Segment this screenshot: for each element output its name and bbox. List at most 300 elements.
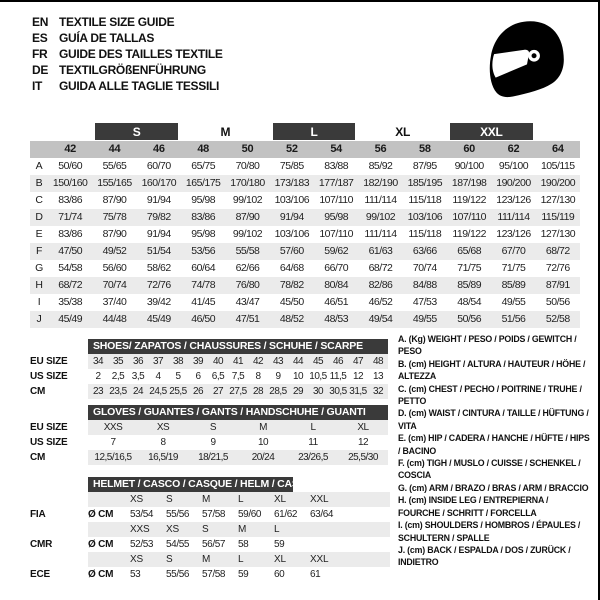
helmet-value-cell: 59/60 bbox=[238, 509, 262, 520]
measure-row-A bbox=[30, 158, 580, 175]
size-number: 42 bbox=[64, 143, 76, 155]
helmet-value-cell: 58 bbox=[238, 539, 249, 550]
size-cell: 6 bbox=[195, 371, 201, 382]
measure-cell: 75/85 bbox=[279, 160, 304, 172]
measure-cell: 60/64 bbox=[191, 262, 216, 274]
size-group-XXL: XXL bbox=[450, 123, 533, 140]
size-cell: M bbox=[259, 422, 267, 433]
size-cell: 23 bbox=[92, 386, 104, 397]
measure-cell: 44/48 bbox=[102, 313, 127, 325]
helmet-table-title: HELMET / CASCO / CASQUE / HELM / CASCO bbox=[88, 477, 293, 492]
measure-cell: 170/180 bbox=[230, 177, 265, 189]
measure-cell: 51/56 bbox=[501, 313, 526, 325]
measure-cell: 76/80 bbox=[235, 279, 260, 291]
measure-cell: 48/53 bbox=[324, 313, 349, 325]
size-cell: 26 bbox=[192, 386, 204, 397]
size-cell: XXS bbox=[103, 422, 123, 433]
measure-cell: 49/55 bbox=[501, 296, 526, 308]
shoes-row bbox=[30, 354, 390, 369]
size-cell: 41 bbox=[232, 356, 244, 367]
size-group-M: M bbox=[220, 124, 231, 139]
measure-cell: 47/53 bbox=[412, 296, 437, 308]
diameter-unit-label: Ø CM bbox=[88, 539, 114, 550]
measure-cell: 127/130 bbox=[540, 194, 576, 206]
size-groups-row bbox=[30, 122, 580, 141]
size-cell: 12,5/16,5 bbox=[94, 452, 132, 463]
size-cell: 46 bbox=[332, 356, 344, 367]
size-group-XL: XL bbox=[395, 124, 411, 139]
measure-cell: 60/70 bbox=[146, 160, 171, 172]
helmet-value-cell: 57/58 bbox=[202, 509, 226, 520]
measure-cell: 41/45 bbox=[191, 296, 216, 308]
legend-item: A. (Kg) WEIGHT / PESO / POIDS / GEWITCH / PESO bbox=[398, 334, 577, 357]
language-header bbox=[32, 14, 223, 94]
measure-cell: 49/52 bbox=[102, 245, 127, 257]
measure-cell: 190/200 bbox=[540, 177, 576, 189]
measure-cell: 59/62 bbox=[324, 245, 349, 257]
measure-cell: 67/70 bbox=[501, 245, 526, 257]
size-cell: 13 bbox=[372, 371, 384, 382]
measure-row-B bbox=[30, 175, 580, 192]
measure-cell: 70/80 bbox=[235, 160, 260, 172]
measure-cell: 80/84 bbox=[324, 279, 349, 291]
helmet-size-cell: XXL bbox=[310, 494, 329, 505]
measure-cell: 173/183 bbox=[274, 177, 310, 189]
measure-cell: 50/60 bbox=[58, 160, 83, 172]
size-cell: 23,5 bbox=[109, 386, 127, 397]
helmet-icon bbox=[480, 14, 574, 110]
measure-cell: 74/78 bbox=[191, 279, 216, 291]
measure-cell: 177/187 bbox=[318, 177, 354, 189]
helmet-value-cell: 52/53 bbox=[130, 539, 154, 550]
size-cell: 28,5 bbox=[269, 386, 287, 397]
helmet-value-cell: 54/55 bbox=[166, 539, 190, 550]
measure-row-label: A bbox=[35, 160, 43, 172]
measure-cell: 78/82 bbox=[279, 279, 304, 291]
size-cell: 12 bbox=[352, 371, 364, 382]
measure-cell: 111/114 bbox=[497, 211, 530, 223]
helmet-size-cell: XS bbox=[130, 494, 143, 505]
measure-row-label: I bbox=[37, 296, 41, 308]
measure-cell: 111/114 bbox=[364, 194, 397, 206]
size-cell: 42 bbox=[252, 356, 264, 367]
language-code: EN bbox=[32, 15, 49, 29]
measure-cell: 182/190 bbox=[363, 177, 398, 189]
row-cells bbox=[88, 435, 388, 450]
racing-helmet-icon bbox=[480, 14, 574, 110]
standard-label: FIA bbox=[30, 509, 46, 520]
size-number: 58 bbox=[419, 143, 431, 155]
size-number: 48 bbox=[197, 143, 209, 155]
diameter-unit-label: Ø CM bbox=[88, 509, 114, 520]
language-code: IT bbox=[32, 79, 43, 93]
measure-cell: 123/126 bbox=[496, 228, 531, 240]
size-number: 64 bbox=[552, 143, 564, 155]
helmet-size-cell: XXS bbox=[130, 524, 150, 535]
measure-cell: 66/70 bbox=[324, 262, 349, 274]
measure-row-label: F bbox=[35, 245, 43, 257]
size-cell: 8 bbox=[160, 437, 166, 448]
size-cell: 10 bbox=[257, 437, 269, 448]
language-row bbox=[32, 62, 223, 78]
measure-cell: 83/86 bbox=[58, 228, 83, 240]
helmet-values-row bbox=[30, 537, 390, 552]
size-number: 46 bbox=[153, 143, 165, 155]
helmet-value-cell: 61/62 bbox=[274, 509, 298, 520]
helmet-size-cell: L bbox=[238, 494, 244, 505]
measure-cell: 46/52 bbox=[368, 296, 393, 308]
measure-cell: 85/92 bbox=[368, 160, 393, 172]
size-cell: 8 bbox=[255, 371, 261, 382]
shoes-row bbox=[30, 369, 390, 384]
measure-cell: 45/49 bbox=[58, 313, 83, 325]
row-label: CM bbox=[30, 452, 46, 463]
measure-cell: 185/195 bbox=[407, 177, 443, 189]
size-cell: 47 bbox=[352, 356, 364, 367]
size-cell: 30,5 bbox=[329, 386, 347, 397]
standard-label: ECE bbox=[30, 569, 50, 580]
helmet-sizes-row bbox=[88, 552, 390, 567]
helmet-sizes-spacer bbox=[88, 492, 128, 507]
measure-cell: 68/72 bbox=[545, 245, 570, 257]
size-cell: 29 bbox=[292, 386, 304, 397]
measure-cell: 105/115 bbox=[540, 160, 575, 172]
size-group-L: L bbox=[273, 123, 356, 140]
measure-cell: 107/110 bbox=[452, 211, 486, 223]
measure-cell: 52/58 bbox=[545, 313, 570, 325]
language-title: GUIDA ALLE TAGLIE TESSILI bbox=[59, 79, 220, 93]
helmet-size-cell: L bbox=[238, 554, 244, 565]
size-cell: 48 bbox=[372, 356, 384, 367]
size-cell: 9 bbox=[210, 437, 216, 448]
measure-cell: 71/75 bbox=[501, 262, 526, 274]
size-cell: 7 bbox=[110, 437, 116, 448]
size-cell: 5 bbox=[175, 371, 181, 382]
size-number: 60 bbox=[463, 143, 475, 155]
row-label: EU SIZE bbox=[30, 356, 68, 367]
shoes-row bbox=[30, 384, 390, 399]
measure-row-C bbox=[30, 192, 580, 209]
size-cell: 20/24 bbox=[251, 452, 275, 463]
size-group-S: S bbox=[95, 123, 178, 140]
shoes-table bbox=[30, 339, 390, 399]
legend-item: C. (cm) CHEST / PECHO / POITRINE / TRUHE / PETTO bbox=[398, 383, 582, 407]
size-cell: 23/26,5 bbox=[298, 452, 328, 463]
measure-cell: 63/66 bbox=[412, 245, 437, 257]
measure-cell: 72/76 bbox=[545, 262, 570, 274]
measure-row-label: H bbox=[35, 279, 43, 291]
size-cell: 25,5/30 bbox=[348, 452, 378, 463]
measure-cell: 107/110 bbox=[319, 228, 353, 240]
measure-cell: 51/54 bbox=[146, 245, 171, 257]
measure-cell: 48/52 bbox=[279, 313, 304, 325]
helmet-size-cell bbox=[308, 522, 344, 537]
gloves-table-title: GLOVES / GUANTES / GANTS / HANDSCHUHE / GUANTI bbox=[88, 405, 388, 420]
measure-cell: 115/118 bbox=[408, 194, 442, 206]
size-cell: 34 bbox=[92, 356, 104, 367]
size-number: 52 bbox=[286, 143, 298, 155]
measure-cell: 83/86 bbox=[58, 194, 83, 206]
size-cell: 2 bbox=[95, 371, 101, 382]
helmet-sizes-spacer bbox=[88, 522, 128, 537]
measure-cell: 70/74 bbox=[412, 262, 437, 274]
size-group-spacer bbox=[30, 122, 92, 141]
measure-cell: 50/56 bbox=[545, 296, 570, 308]
language-code: DE bbox=[32, 63, 49, 77]
measure-cell: 58/62 bbox=[146, 262, 171, 274]
row-cells bbox=[88, 420, 388, 435]
measure-cell: 47/51 bbox=[235, 313, 260, 325]
gloves-row bbox=[30, 420, 390, 435]
row-label: US SIZE bbox=[30, 371, 68, 382]
measure-cell: 49/54 bbox=[368, 313, 393, 325]
measure-cell: 72/76 bbox=[146, 279, 171, 291]
size-cell: 10 bbox=[292, 371, 304, 382]
measure-cell: 95/98 bbox=[191, 194, 216, 206]
measure-row-H bbox=[30, 277, 580, 294]
measure-cell: 127/130 bbox=[540, 228, 576, 240]
helmet-value-cell: 61 bbox=[310, 569, 321, 580]
measure-cell: 160/170 bbox=[141, 177, 177, 189]
measure-row-label: B bbox=[35, 177, 43, 189]
measure-cell: 49/55 bbox=[412, 313, 437, 325]
size-cell: 25,5 bbox=[169, 386, 187, 397]
measure-cell: 83/86 bbox=[191, 211, 216, 223]
language-title: TEXTILGRÖßENFÜHRUNG bbox=[59, 63, 206, 77]
gloves-table bbox=[30, 405, 390, 465]
size-cell: 6,5 bbox=[211, 371, 225, 382]
helmet-size-cell: XXL bbox=[310, 554, 329, 565]
measure-cell: 61/63 bbox=[368, 245, 393, 257]
helmet-sizes-row bbox=[88, 492, 390, 507]
size-numbers-row bbox=[30, 141, 580, 158]
measure-cell: 115/119 bbox=[541, 211, 575, 223]
gloves-row bbox=[30, 450, 390, 465]
legend-item: J. (cm) BACK / ESPALDA / DOS / ZURÜCK / INDIETRO bbox=[398, 544, 571, 568]
measure-cell: 37/40 bbox=[102, 296, 127, 308]
helmet-value-cell: 55/56 bbox=[166, 569, 190, 580]
measure-cell: 87/91 bbox=[545, 279, 570, 291]
row-cells bbox=[88, 354, 388, 369]
size-number: 56 bbox=[374, 143, 387, 155]
helmet-table-body bbox=[30, 492, 390, 582]
measure-cell: 53/56 bbox=[191, 245, 216, 257]
measure-cell: 187/198 bbox=[451, 177, 487, 189]
size-cell: XL bbox=[357, 422, 369, 433]
measure-cell: 75/78 bbox=[102, 211, 127, 223]
size-cell: 27 bbox=[212, 386, 224, 397]
helmet-values-row bbox=[30, 507, 390, 522]
measure-row-G bbox=[30, 260, 580, 277]
legend-item: F. (cm) TIGH / MUSLO / CUISSE / SCHENKEL / COSCIA bbox=[398, 458, 581, 481]
size-cell: 11,5 bbox=[329, 371, 347, 382]
measure-cell: 50/56 bbox=[457, 313, 482, 325]
measure-cell: 119/122 bbox=[452, 194, 486, 206]
measure-cell: 55/58 bbox=[235, 245, 260, 257]
measure-cell: 103/106 bbox=[274, 194, 310, 206]
size-cell: 9 bbox=[275, 371, 281, 382]
measure-cell: 87/90 bbox=[235, 211, 260, 223]
measure-cell: 95/98 bbox=[324, 211, 349, 223]
measure-cell: 54/58 bbox=[58, 262, 83, 274]
language-title: GUÍA DE TALLAS bbox=[59, 31, 155, 45]
size-cell: 27,5 bbox=[229, 386, 247, 397]
legend-item: D. (cm) WAIST / CINTURA / TAILLE / HÜFTUNG / VITA bbox=[398, 408, 589, 431]
measure-cell: 64/68 bbox=[279, 262, 304, 274]
language-row bbox=[32, 78, 223, 94]
size-group-spacer bbox=[536, 122, 580, 141]
measure-cell: 71/75 bbox=[457, 262, 482, 274]
size-cell: 32 bbox=[372, 386, 384, 397]
measure-cell: 87/90 bbox=[102, 228, 127, 240]
measure-cell: 155/165 bbox=[97, 177, 132, 189]
measure-cell: 47/50 bbox=[58, 245, 83, 257]
size-cell: 37 bbox=[152, 356, 164, 367]
helmet-value-cell: 59 bbox=[238, 569, 249, 580]
language-code: FR bbox=[32, 47, 48, 61]
size-number: 54 bbox=[330, 143, 342, 155]
measure-row-label: C bbox=[35, 194, 43, 206]
size-cell: 3,5 bbox=[131, 371, 145, 382]
language-code: ES bbox=[32, 31, 48, 45]
helmet-size-cell: XL bbox=[274, 554, 286, 565]
measure-cell: 165/175 bbox=[185, 177, 221, 189]
measure-cell: 190/200 bbox=[496, 177, 531, 189]
shoes-table-title: SHOES/ ZAPATOS / CHAUSSURES / SCHUHE / SCARPE bbox=[88, 339, 388, 354]
measure-cell: 65/75 bbox=[191, 160, 216, 172]
measure-cell: 39/42 bbox=[146, 296, 171, 308]
measure-cell: 55/65 bbox=[102, 160, 127, 172]
size-cell: 10,5 bbox=[309, 371, 327, 382]
helmet-sizes-row bbox=[88, 522, 390, 537]
helmet-size-cell: XL bbox=[274, 494, 286, 505]
helmet-value-cell: 56/57 bbox=[202, 539, 226, 550]
measure-cell: 85/89 bbox=[457, 279, 482, 291]
size-cell: 38 bbox=[172, 356, 184, 367]
helmet-size-cell: M bbox=[202, 554, 211, 565]
language-row bbox=[32, 14, 223, 30]
helmet-size-cell: S bbox=[202, 524, 209, 535]
helmet-value-cell: 59 bbox=[274, 539, 285, 550]
measure-cell: 150/160 bbox=[52, 177, 88, 189]
legend-item: G. (cm) ARM / BRAZO / BRAS / ARM / BRACCIO bbox=[398, 482, 589, 493]
legend-item: E. (cm) HIP / CADERA / HANCHE / HÜFTE / HIPS / BACINO bbox=[398, 433, 590, 456]
row-cells bbox=[88, 369, 388, 384]
size-cell: 44 bbox=[292, 356, 304, 367]
measure-cell: 65/68 bbox=[457, 245, 482, 257]
measure-cell: 103/106 bbox=[407, 211, 443, 223]
measure-cell: 111/114 bbox=[364, 228, 397, 240]
gloves-row bbox=[30, 435, 390, 450]
measure-cell: 115/118 bbox=[408, 228, 442, 240]
helmet-size-cell: L bbox=[274, 524, 280, 535]
gloves-table-body bbox=[30, 420, 390, 465]
size-cell: 39 bbox=[192, 356, 204, 367]
helmet-sizes-spacer bbox=[88, 552, 128, 567]
size-cell: L bbox=[310, 422, 316, 433]
size-cell: 11 bbox=[308, 437, 318, 448]
main-size-table-body bbox=[30, 158, 580, 328]
measure-cell: 57/60 bbox=[279, 245, 304, 257]
helmet-size-cell: XS bbox=[166, 524, 179, 535]
helmet-size-cell: S bbox=[166, 494, 173, 505]
legend-item: I. (cm) SHOULDERS / HOMBROS / ÉPAULES / SCHULTERN / SPALLE bbox=[398, 520, 581, 543]
helmet-table bbox=[30, 477, 390, 582]
size-cell: 31,5 bbox=[349, 386, 367, 397]
measure-row-label: G bbox=[35, 262, 43, 274]
size-cell: 12 bbox=[357, 437, 369, 448]
measure-cell: 107/110 bbox=[319, 194, 353, 206]
measure-cell: 95/100 bbox=[498, 160, 529, 172]
measure-cell: 83/88 bbox=[324, 160, 349, 172]
measure-cell: 91/94 bbox=[279, 211, 304, 223]
measure-row-I bbox=[30, 294, 580, 311]
measure-row-F bbox=[30, 243, 580, 260]
main-size-table bbox=[30, 122, 580, 328]
measure-row-D bbox=[30, 209, 580, 226]
measure-cell: 87/90 bbox=[102, 194, 127, 206]
measure-cell: 119/122 bbox=[452, 228, 486, 240]
helmet-value-cell: 63/64 bbox=[310, 509, 334, 520]
measure-row-E bbox=[30, 226, 580, 243]
helmet-value-cell: 60 bbox=[274, 569, 285, 580]
measure-cell: 103/106 bbox=[274, 228, 310, 240]
measurement-legend bbox=[398, 333, 592, 569]
size-cell: 43 bbox=[272, 356, 284, 367]
measure-cell: 95/98 bbox=[191, 228, 216, 240]
size-cell: 16,5/19 bbox=[148, 452, 178, 463]
size-number: 50 bbox=[241, 143, 254, 155]
row-label: US SIZE bbox=[30, 437, 68, 448]
helmet-value-cell: 57/58 bbox=[202, 569, 226, 580]
row-cells bbox=[88, 450, 388, 465]
size-number: 62 bbox=[507, 143, 520, 155]
measure-row-label: J bbox=[36, 313, 42, 325]
row-cells bbox=[88, 384, 388, 399]
shoes-table-body bbox=[30, 354, 390, 399]
measure-cell: 84/88 bbox=[412, 279, 437, 291]
size-cell: 35 bbox=[112, 356, 124, 367]
size-cell: 18/21,5 bbox=[198, 452, 228, 463]
measure-cell: 62/66 bbox=[235, 262, 260, 274]
measure-cell: 35/38 bbox=[58, 296, 83, 308]
measure-cell: 68/72 bbox=[368, 262, 393, 274]
measure-cell: 90/100 bbox=[454, 160, 484, 172]
size-cell: 30 bbox=[312, 386, 324, 397]
measure-cell: 48/54 bbox=[457, 296, 482, 308]
measure-cell: 79/82 bbox=[146, 211, 171, 223]
language-row bbox=[32, 30, 223, 46]
size-cell: 24,5 bbox=[149, 386, 167, 397]
helmet-value-cell bbox=[308, 537, 344, 552]
measure-cell: 71/74 bbox=[58, 211, 83, 223]
language-title: TEXTILE SIZE GUIDE bbox=[59, 15, 175, 29]
helmet-size-cell: M bbox=[202, 494, 211, 505]
helmet-size-cell: M bbox=[238, 524, 247, 535]
helmet-value-cell: 53 bbox=[130, 569, 141, 580]
measure-cell: 99/102 bbox=[365, 211, 396, 223]
size-cell: 4 bbox=[155, 371, 161, 382]
measure-cell: 91/94 bbox=[146, 194, 171, 206]
size-cell: 24 bbox=[132, 386, 144, 397]
measure-row-J bbox=[30, 311, 580, 328]
size-cell: 28 bbox=[252, 386, 264, 397]
language-row bbox=[32, 46, 223, 62]
size-cell: 45 bbox=[312, 356, 324, 367]
legend-item: B. (cm) HEIGHT / ALTURA / HAUTEUR / HÖHE / ALTEZZA bbox=[398, 358, 586, 382]
measure-cell: 87/95 bbox=[412, 160, 437, 172]
measure-cell: 82/86 bbox=[368, 279, 393, 291]
